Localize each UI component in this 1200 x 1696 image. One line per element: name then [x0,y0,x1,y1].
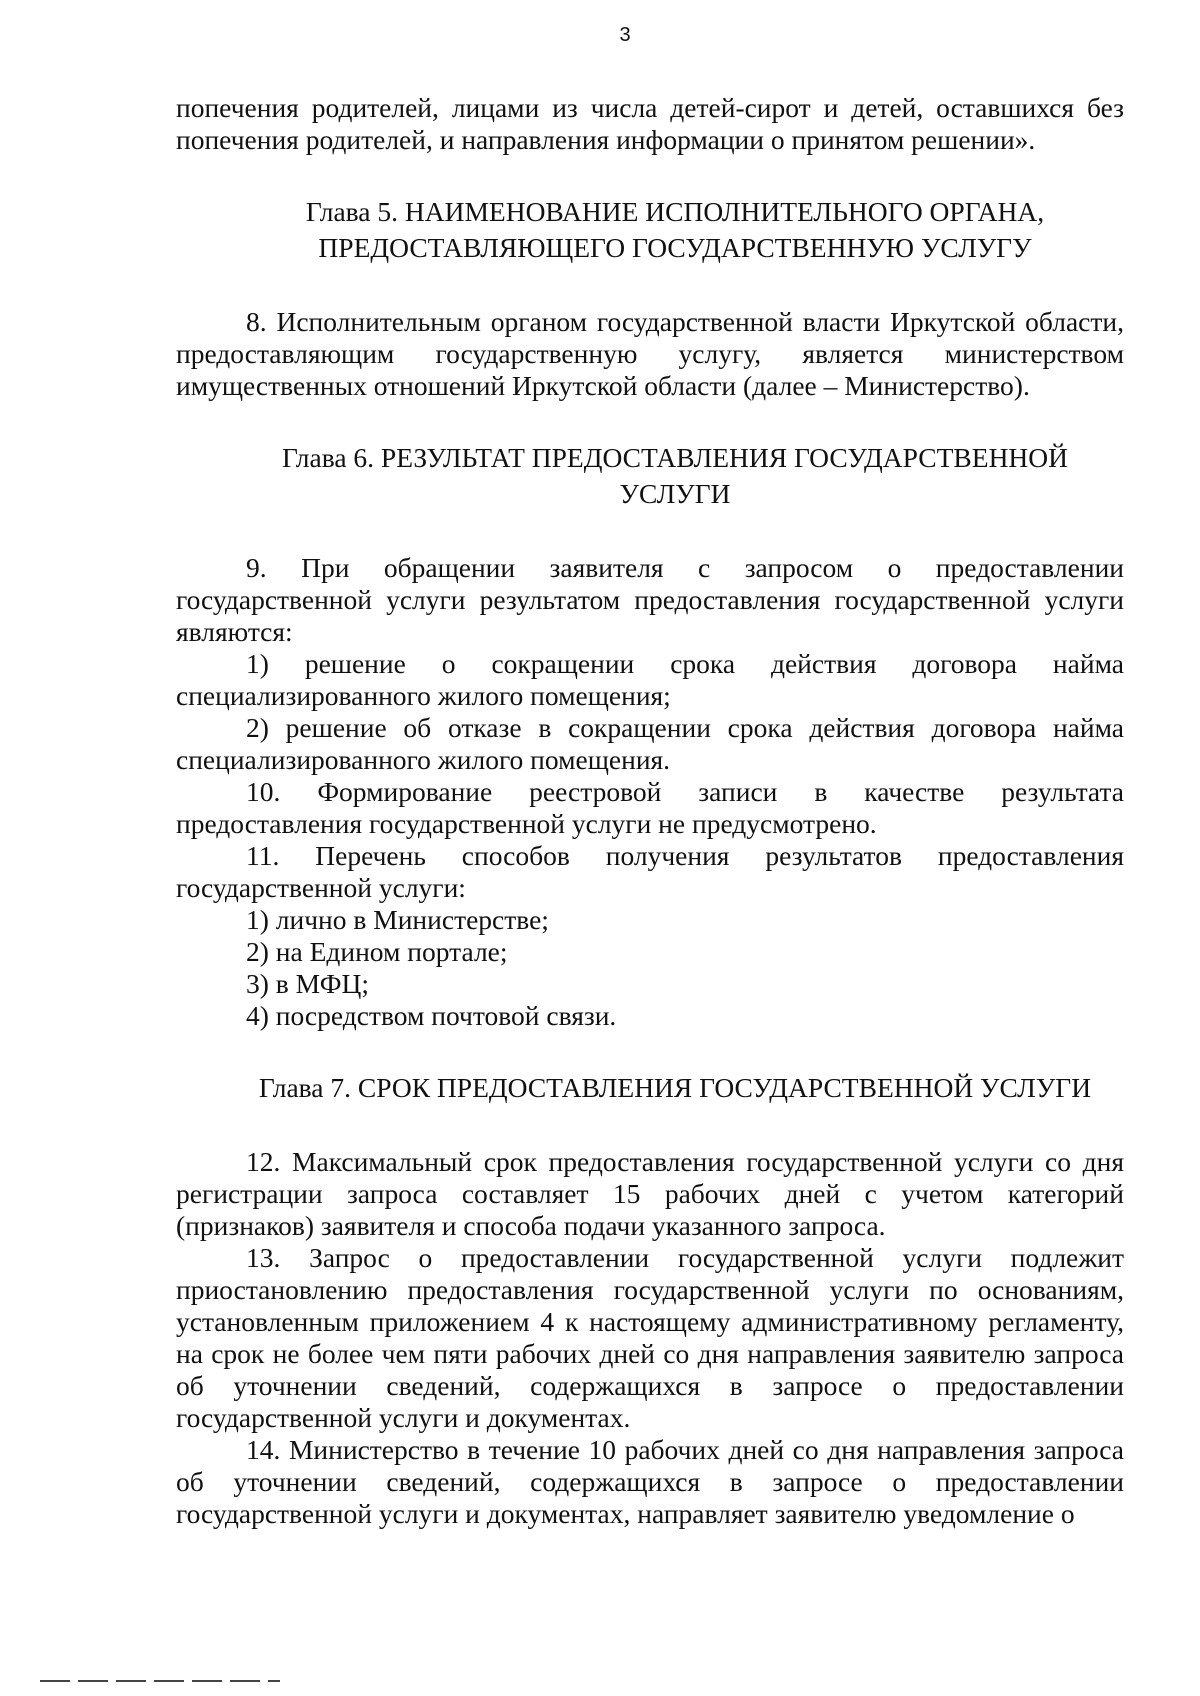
paragraph: 14. Министерство в течение 10 рабочих дней со дня направления запроса об уточнении сведений, содержащихся в запросе о предоставлении государственной услуги и документах, направляет заявителю уведомление о [176,1434,1124,1529]
page-number: 3 [619,24,631,46]
chapter-heading [176,194,1124,266]
paragraph: 10. Формирование реестровой записи в качестве результата предоставления государственной услуги не предусмотрено. [176,776,1124,839]
paragraph: 13. Запрос о предоставлении государственной услуги подлежит приостановлению предоставления государственной услуги по основаниям, установленным приложением 4 к настоящему административному регламенту, на срок не более чем пяти рабочих дней со дня направления заявителю запроса об уточнении сведений, содержащихся в запросе о предоставлении государственной услуги и документах. [176,1242,1124,1433]
list-item: 4) посредством почтовой связи. [246,1000,617,1031]
chapter-heading-line: Глава 5. НАИМЕНОВАНИЕ ИСПОЛНИТЕЛЬНОГО ОРГАНА, [305,196,1045,227]
list-item: 2) на Едином портале; [246,936,508,967]
paragraph: 11. Перечень способов получения результатов предоставления государственной услуги: [176,840,1124,903]
paragraph: 12. Максимальный срок предоставления государственной услуги со дня регистрации запроса составляет 15 рабочих дней с учетом категорий (признаков) заявителя и способа подачи указанного запроса. [176,1146,1124,1241]
list-item: 3) в МФЦ; [246,968,369,999]
chapter-heading [176,1070,1124,1106]
chapter-heading-line: ПРЕДОСТАВЛЯЮЩЕГО ГОСУДАРСТВЕННУЮ УСЛУГУ [318,232,1032,263]
list-item: 1) лично в Министерстве; [246,904,549,935]
paragraph: 2) решение об отказе в сокращении срока действия договора найма специализированного жилого помещения. [176,712,1124,775]
chapter-heading-line: УСЛУГИ [619,478,731,509]
chapter-heading [176,440,1124,512]
scan-artifact-line [40,1680,280,1682]
paragraph: 8. Исполнительным органом государственной власти Иркутской области, предоставляющим государственную услугу, является министерством имущественных отношений Иркутской области (далее – Министерство). [176,306,1124,401]
paragraph: 9. При обращении заявителя с запросом о предоставлении государственной услуги результатом предоставления государственной услуги являются: [176,552,1124,647]
paragraph: попечения родителей, лицами из числа детей-сирот и детей, оставшихся без попечения родителей, и направления информации о принятом решении». [176,92,1124,155]
chapter-heading-line: Глава 7. СРОК ПРЕДОСТАВЛЕНИЯ ГОСУДАРСТВЕННОЙ УСЛУГИ [258,1072,1092,1103]
document-body [176,92,1124,1530]
paragraph: 1) решение о сокращении срока действия договора найма специализированного жилого помещения; [176,648,1124,711]
chapter-heading-line: Глава 6. РЕЗУЛЬТАТ ПРЕДОСТАВЛЕНИЯ ГОСУДАРСТВЕННОЙ [281,442,1069,473]
